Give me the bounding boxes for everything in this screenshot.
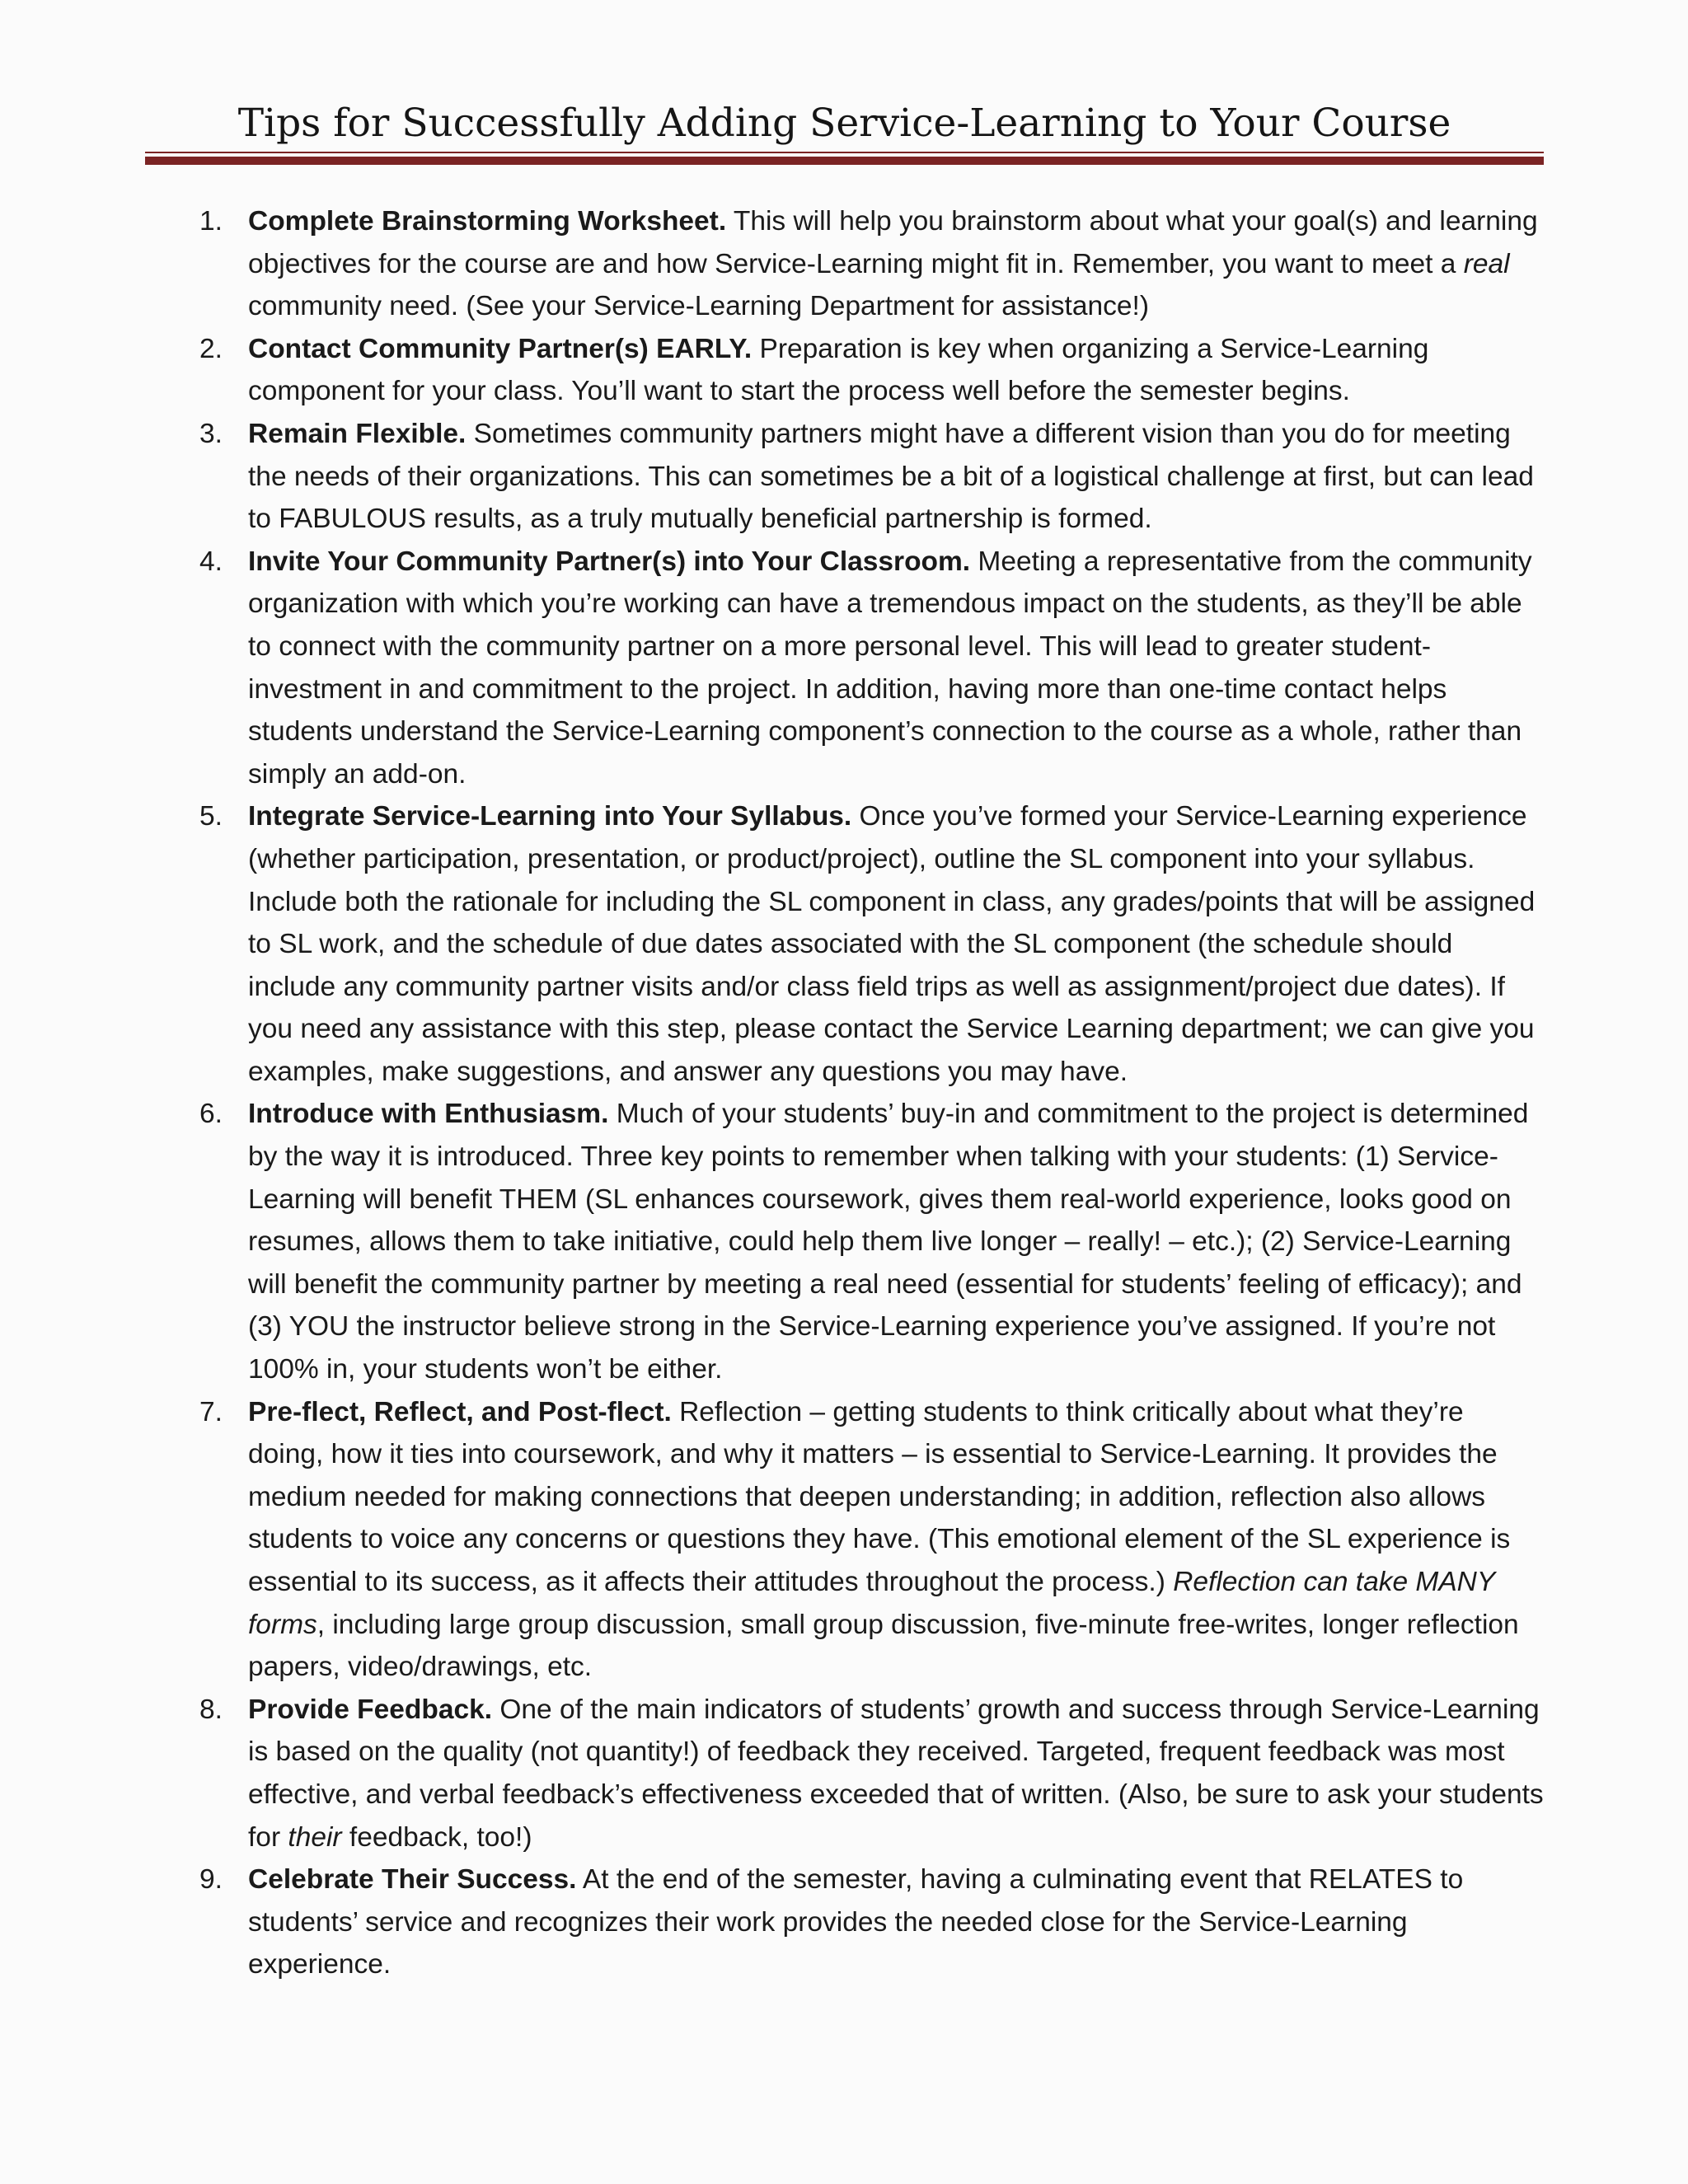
tip-number: 5. (199, 801, 223, 832)
tip-body: Reflection – getting students to think critically about what they’re doing, how it ties into coursework, and why it matters – is essential to Service-Learning. It provides the medium needed for making connections that deepen understanding; in addition, reflection also allows students to voice any concerns or questions they have. (This emotional element of the SL experience is essential to its success, as it affects their attitudes throughout the process.) (248, 1396, 1511, 1597)
tip-item-3 (145, 413, 1544, 541)
tip-number: 6. (199, 1099, 223, 1130)
tip-heading: Contact Community Partner(s) EARLY. (248, 333, 753, 364)
tip-number: 1. (199, 206, 223, 237)
tip-item-4 (145, 541, 1544, 796)
tip-heading: Introduce with Enthusiasm. (248, 1099, 609, 1130)
tip-item-8 (145, 1689, 1544, 1858)
tip-item-1 (145, 200, 1544, 328)
tip-number: 3. (199, 418, 223, 449)
tip-body: This will help you brainstorm about what your goal(s) and learning objectives for the course are and how Service-Learning might fit in. Remember, you want to meet a (248, 206, 1538, 279)
tip-body: Preparation is key when organizing a Service-Learning component for your class. You’ll want to start the process well before the semester begins. (248, 333, 1429, 407)
tip-body-continued: community need. (See your Service-Learning Department for assistance!) (248, 291, 1149, 322)
tip-heading: Pre-flect, Reflect, and Post-flect. (248, 1396, 672, 1427)
tip-item-5 (145, 795, 1544, 1093)
tip-number: 8. (199, 1694, 223, 1725)
tip-heading: Integrate Service-Learning into Your Syllabus. (248, 801, 852, 832)
page-title: Tips for Successfully Adding Service-Learning to Your Course (237, 101, 1451, 146)
tip-item-7 (145, 1391, 1544, 1689)
tip-heading: Complete Brainstorming Worksheet. (248, 206, 727, 237)
tip-heading: Remain Flexible. (248, 418, 467, 449)
title-rule-thick (145, 157, 1544, 165)
title-rule-thin (145, 152, 1544, 153)
tip-item-9 (145, 1858, 1544, 1986)
tip-item-2 (145, 328, 1544, 413)
tips-list (145, 200, 1544, 1986)
tip-body: Sometimes community partners might have a different vision than you do for meeting the needs of their organizations. This can sometimes be a bit of a logistical challenge at first, but can lead to FABULOUS results, as a truly mutually beneficial partnership is formed. (248, 418, 1534, 535)
tip-heading: Invite Your Community Partner(s) into Your Classroom. (248, 546, 971, 577)
tip-heading: Celebrate Their Success. (248, 1864, 577, 1896)
tip-body-emphasis: real (1463, 248, 1510, 279)
tip-item-6 (145, 1093, 1544, 1390)
tip-number: 9. (199, 1864, 223, 1896)
tip-heading: Provide Feedback. (248, 1694, 493, 1725)
tip-body-continued: feedback, too!) (341, 1821, 532, 1853)
tip-body-emphasis: Reflection can take MANY forms (248, 1567, 1495, 1640)
tip-number: 2. (199, 333, 223, 364)
tip-body: Once you’ve formed your Service-Learning experience (whether participation, presentation, or product/project), outline the SL component into your syllabus. Include both the rationale for including the SL component in class, any grades/points that will be assigned to SL work, and the schedule of due dates associated with the SL component (the schedule should include any community partner visits and/or class field trips as well as assignment/project due dates). If you need any assistance with this step, please contact the Service Learning department; we can give you examples, make suggestions, and answer any questions you may have. (248, 801, 1536, 1087)
tip-body-continued: , including large group discussion, small group discussion, five-minute free-writes, longer reflection papers, video/drawings, etc. (248, 1609, 1519, 1683)
tip-body: Much of your students’ buy-in and commitment to the project is determined by the way it is introduced. Three key points to remember when talking with your students: (1) Service-Learning will benefit THEM (SL enhances coursework, gives them real-world experience, looks good on resumes, allows them to take initiative, could help them live longer – really! – etc.); (2) Service-Learning will benefit the community partner by meeting a real need (essential for students’ feeling of efficacy); and (3) YOU the instructor believe strong in the Service-Learning experience you’ve assigned. If you’re not 100% in, your students won’t be either. (248, 1099, 1529, 1385)
tip-body-emphasis: their (288, 1821, 342, 1853)
tip-body: Meeting a representative from the community organization with which you’re working can have a tremendous impact on the students, as they’ll be able to connect with the community partner on a more personal level. This will lead to greater student-investment in and commitment to the project. In addition, having more than one-time contact helps students understand the Service-Learning component’s connection to the course as a whole, rather than simply an add-on. (248, 546, 1532, 790)
tip-number: 7. (199, 1396, 223, 1427)
tip-body: At the end of the semester, having a culminating event that RELATES to students’ service and recognizes their work provides the needed close for the Service-Learning experience. (248, 1864, 1464, 1980)
tip-number: 4. (199, 546, 223, 577)
tip-body: One of the main indicators of students’ growth and success through Service-Learning is based on the quality (not quantity!) of feedback they received. Targeted, frequent feedback was most effective, and verbal feedback’s effectiveness exceeded that of written. (Also, be sure to ask your students for (248, 1694, 1544, 1853)
